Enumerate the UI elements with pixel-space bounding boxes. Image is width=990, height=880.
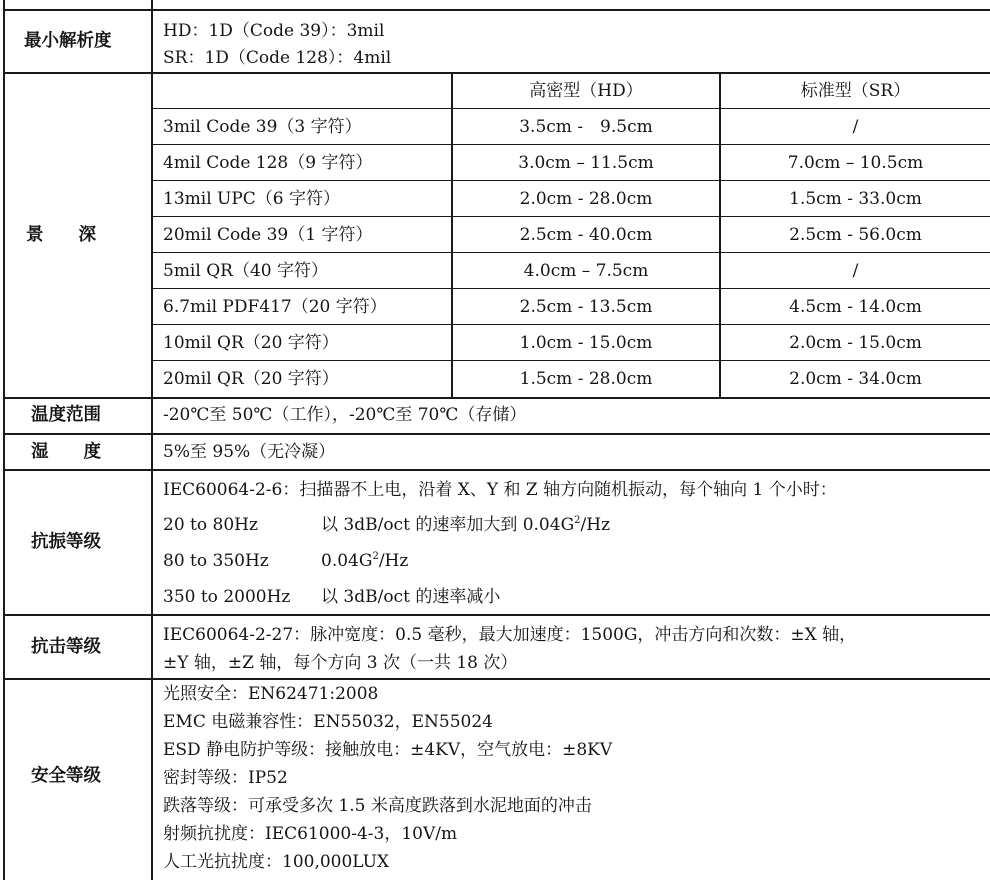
safety-line: ESD 静电防护等级：接触放电：±4KV，空气放电：±8KV <box>163 740 613 760</box>
label-column-divider <box>151 0 153 880</box>
row-divider <box>152 180 990 181</box>
sr-range-cell: / <box>852 261 859 281</box>
row-divider <box>152 288 990 289</box>
temperature-label: 温度范围 <box>31 405 101 425</box>
hd-range-cell: 2.5cm - 13.5cm <box>519 297 653 317</box>
safety-line: 跌落等级：可承受多次 1.5 米高度跌落到水泥地面的冲击 <box>163 796 592 816</box>
hd-range-cell: 3.0cm – 11.5cm <box>518 153 654 173</box>
row-divider <box>3 72 990 74</box>
hd-range-cell: 1.0cm - 15.0cm <box>519 333 653 353</box>
row-divider <box>3 9 990 11</box>
row-divider <box>152 144 990 145</box>
hd-range-cell: 3.5cm - 9.5cm <box>519 117 653 137</box>
row-divider <box>152 108 990 109</box>
vibration-description: 以 3dB/oct 的速率加大到 $0.04G^2/Hz$ <box>321 515 611 535</box>
barcode-type-cell: 5mil QR（40 字符） <box>163 261 328 281</box>
row-divider <box>3 433 990 435</box>
hd-column-header: 高密型（HD） <box>529 81 643 101</box>
row-divider <box>3 397 990 399</box>
row-divider <box>152 324 990 325</box>
vibration-description: $0.04G^2/Hz$ <box>321 551 409 571</box>
sr-column-header: 标准型（SR） <box>800 81 911 101</box>
barcode-type-cell: 6.7mil PDF417（20 字符） <box>163 297 387 317</box>
hd-range-cell: 1.5cm - 28.0cm <box>519 369 653 389</box>
row-divider <box>152 360 990 361</box>
hd-range-cell: 2.0cm - 28.0cm <box>519 189 653 209</box>
sr-range-cell: 2.0cm - 34.0cm <box>789 369 922 389</box>
row-divider <box>3 469 990 471</box>
vibration-frequency: 350 to 2000Hz <box>163 587 291 607</box>
barcode-type-cell: 20mil QR（20 字符） <box>163 369 339 389</box>
min-resolution-line: HD：1D（Code 39）：3mil <box>163 21 385 41</box>
min-resolution-line: SR：1D（Code 128）：4mil <box>163 48 392 68</box>
sr-range-cell: 2.5cm - 56.0cm <box>789 225 922 245</box>
row-divider <box>3 614 990 616</box>
safety-line: EMC 电磁兼容性：EN55032，EN55024 <box>163 712 493 732</box>
hd-range-cell: 4.0cm – 7.5cm <box>523 261 649 281</box>
barcode-type-cell: 20mil Code 39（1 字符） <box>163 225 373 245</box>
humidity-label: 湿 度 <box>31 442 101 462</box>
barcode-type-cell: 3mil Code 39（3 字符） <box>163 117 362 137</box>
shock-line: ±Y 轴，±Z 轴，每个方向 3 次（一共 18 次） <box>163 653 518 673</box>
row-divider <box>3 678 990 680</box>
temperature-value: -20℃至 50℃（工作），-20℃至 70℃（存储） <box>163 405 527 425</box>
sr-range-cell: 4.5cm - 14.0cm <box>789 297 922 317</box>
sr-range-cell: 7.0cm – 10.5cm <box>787 153 924 173</box>
sr-range-cell: 2.0cm - 15.0cm <box>789 333 922 353</box>
vibration-description: 以 3dB/oct 的速率减小 <box>321 587 501 607</box>
depth-of-field-label: 景 深 <box>26 225 96 245</box>
safety-label: 安全等级 <box>31 766 101 786</box>
barcode-type-cell: 13mil UPC（6 字符） <box>163 189 341 209</box>
vibration-frequency: 20 to 80Hz <box>163 515 258 535</box>
vibration-label: 抗振等级 <box>31 532 101 552</box>
table-border-left <box>3 0 5 880</box>
row-divider <box>152 252 990 253</box>
safety-line: 光照安全：EN62471:2008 <box>163 684 379 704</box>
hd-range-cell: 2.5cm - 40.0cm <box>519 225 653 245</box>
min-resolution-label: 最小解析度 <box>24 31 112 51</box>
vibration-frequency: 80 to 350Hz <box>163 551 269 571</box>
humidity-value: 5%至 95%（无冷凝） <box>163 442 336 462</box>
sr-range-cell: / <box>852 117 859 137</box>
safety-line: 人工光抗扰度：100,000LUX <box>163 852 390 872</box>
shock-line: IEC60064-2-27：脉冲宽度：0.5 毫秒，最大加速度：1500G，冲击方向和次数：±X 轴， <box>163 625 857 645</box>
row-divider <box>152 216 990 217</box>
safety-line: 密封等级：IP52 <box>163 768 288 788</box>
sr-range-cell: 1.5cm - 33.0cm <box>789 189 922 209</box>
barcode-type-cell: 10mil QR（20 字符） <box>163 333 339 353</box>
vibration-intro: IEC60064-2-6：扫描器不上电，沿着 X、Y 和 Z 轴方向随机振动，每个轴向 1 个小时： <box>163 480 837 500</box>
safety-line: 射频抗扰度：IEC61000-4-3，10V/m <box>163 824 458 844</box>
barcode-type-cell: 4mil Code 128（9 字符） <box>163 153 373 173</box>
shock-label: 抗击等级 <box>31 637 101 657</box>
